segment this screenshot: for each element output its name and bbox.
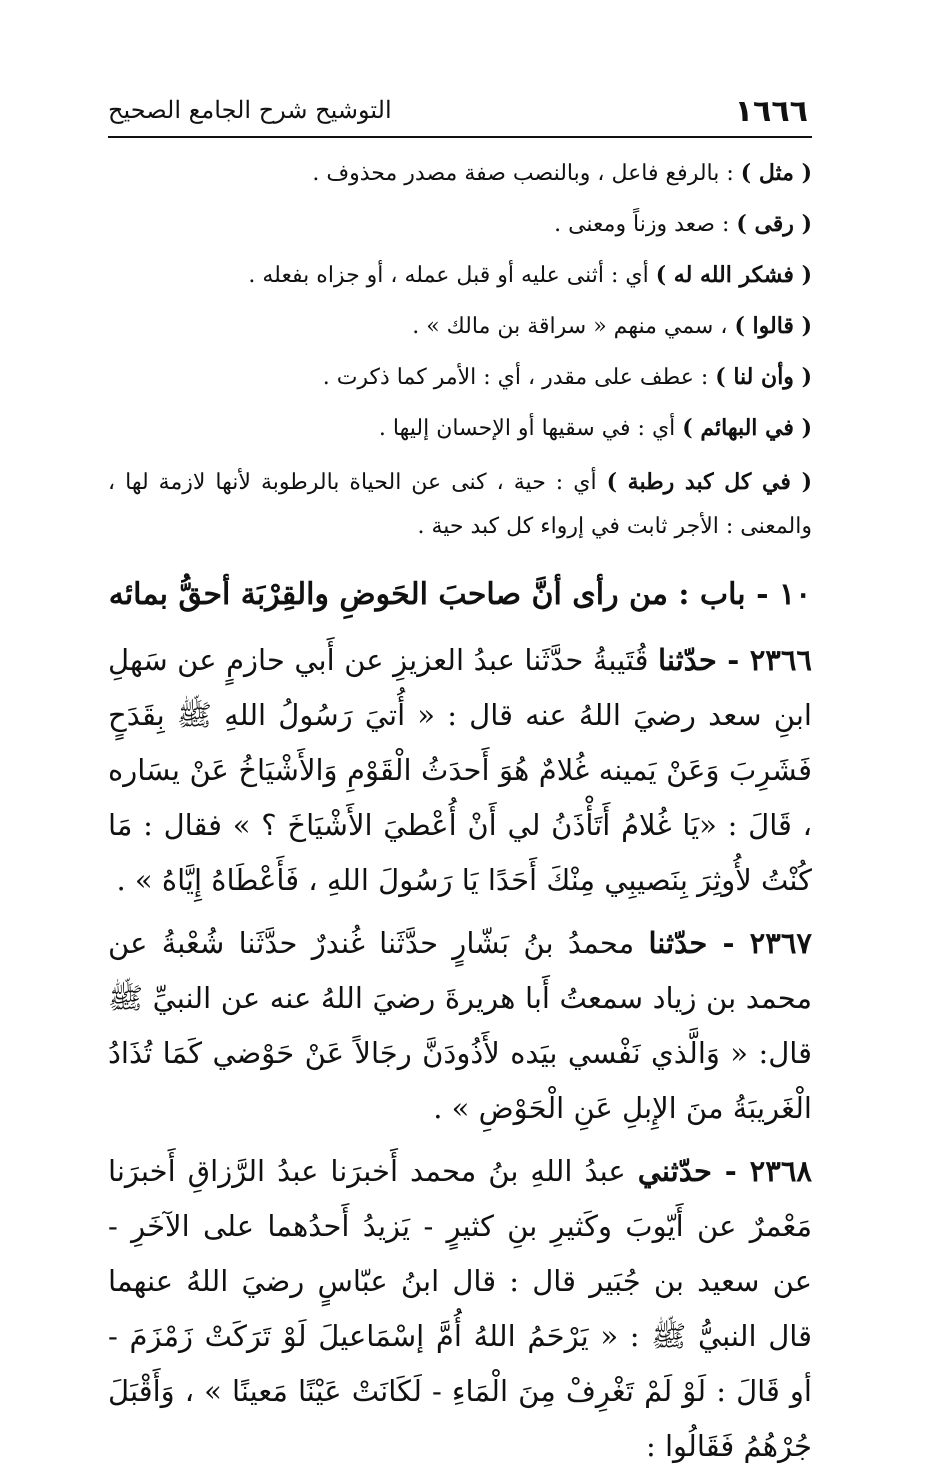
note-term: ( وأن لنا ) bbox=[715, 364, 812, 390]
hadith-paragraph bbox=[108, 916, 812, 1136]
note-term: ( قالوا ) bbox=[734, 313, 812, 339]
hadith-intro: - حدّثني bbox=[637, 1154, 750, 1188]
book-title: التوشيح شرح الجامع الصحيح bbox=[108, 96, 392, 124]
note-term: ( رقى ) bbox=[736, 211, 812, 237]
note-text: أي : في سقيها أو الإحسان إليها . bbox=[378, 416, 683, 441]
chapter-heading: ١٠ - باب : من رأى أنَّ صاحبَ الحَوضِ والقِرْبَة أحقُّ بمائه bbox=[108, 577, 812, 612]
note-item bbox=[108, 403, 812, 454]
note-item bbox=[108, 301, 812, 352]
note-item bbox=[108, 460, 812, 549]
hadith-number: ٢٣٦٨ bbox=[749, 1154, 812, 1188]
note-term: ( في البهائم ) bbox=[682, 415, 812, 441]
note-text: : عطف على مقدر ، أي : الأمر كما ذكرت . bbox=[322, 365, 716, 390]
hadith-text: عبدُ اللهِ بنُ محمد أَخبرَنا عبدُ الرَّزاقِ أَخبرَنا مَعْمرٌ عن أَيّوبَ وكَثيرِ بنِ كثيرٍ - يَزيدُ أَحدُهما على الآخَرِ - عن سعيد بن جُبَير قال : قال ابنُ عبّاسٍ رضيَ اللهُ عنهما قال النبيُّ ﷺ : « يَرْحَمُ اللهُ أُمَّ إسْمَاعيلَ لَوْ تَرَكَتْ زَمْزَمَ - أو قَالَ : لَوْ لَمْ تَغْرِفْ مِنَ الْمَاءِ - لَكَانَتْ عَيْنًا مَعينًا » ، وَأَقْبَلَ جُرْهُمُ فَقَالُوا : bbox=[108, 1154, 812, 1463]
hadith-paragraph bbox=[108, 1144, 812, 1474]
note-text: : صعد وزناً ومعنى . bbox=[554, 212, 737, 237]
hadith-number: ٢٣٦٦ bbox=[749, 643, 812, 677]
note-text: أي : أثنى عليه أو قبل عمله ، أو جزاه بفعله . bbox=[248, 263, 656, 288]
note-term: ( مثل ) bbox=[740, 160, 812, 186]
hadith-text: محمدُ بنُ بَشّارٍ حدَّثَنا غُندرٌ حدَّثَنا شُعْبةُ عن محمد بن زياد سمعتُ أَبا هريرةَ رضيَ اللهُ عنه عن النبيِّ ﷺ قال: « وَالَّذي نَفْسي بيَده لأَذُودَنَّ رجَالاً عَنْ حَوْضي كَمَا تُذَادُ الْغَريبَةُ منَ الإِبلِ عَنِ الْحَوْضِ » . bbox=[108, 926, 812, 1125]
book-page bbox=[108, 88, 812, 1482]
commentary-notes bbox=[108, 148, 812, 549]
note-item bbox=[108, 352, 812, 403]
hadith-intro: - حدّثنا bbox=[648, 926, 750, 960]
hadith-number: ٢٣٦٧ bbox=[749, 926, 812, 960]
hadith-intro: - حدّثنا bbox=[658, 643, 750, 677]
note-text: ، سمي منهم « سراقة بن مالك » . bbox=[412, 314, 735, 339]
page-number: ١٦٦٦ bbox=[734, 94, 808, 129]
note-term: ( في كل كبد رطبة ) bbox=[606, 469, 812, 495]
note-item bbox=[108, 199, 812, 250]
note-term: ( فشكر الله له ) bbox=[655, 262, 812, 288]
hadith-text: قُتَيبةُ حدَّثَنا عبدُ العزيزِ عن أَبي حازمٍ عن سَهلِ ابنِ سعد رضيَ اللهُ عنه قال : « أُتيَ رَسُولُ اللهِ ﷺ بِقَدَحٍ فَشَرِبَ وَعَنْ يَمينه غُلامٌ هُوَ أَحدَثُ الْقَوْمِ وَالأَشْيَاخُ عَنْ يسَاره ، قَالَ : «يَا غُلامُ أَتَأْذَنُ لي أَنْ أُعْطيَ الأَشْيَاخَ ؟ » فقال : مَا كُنْتُ لأُوثِرَ بِنَصيبِي مِنْكَ أَحَدًا يَا رَسُولَ اللهِ ، فَأَعْطَاهُ إِيَّاهُ » . bbox=[108, 643, 812, 897]
note-item bbox=[108, 148, 812, 199]
note-item bbox=[108, 250, 812, 301]
note-text: : بالرفع فاعل ، وبالنصب صفة مصدر محذوف . bbox=[312, 161, 741, 186]
note-text: أي : حية ، كنى عن الحياة بالرطوبة لأنها لازمة لها ، والمعنى : الأجر ثابت في إرواء كل كبد حية . bbox=[108, 470, 812, 539]
hadith-paragraph bbox=[108, 633, 812, 908]
running-header bbox=[108, 88, 812, 138]
